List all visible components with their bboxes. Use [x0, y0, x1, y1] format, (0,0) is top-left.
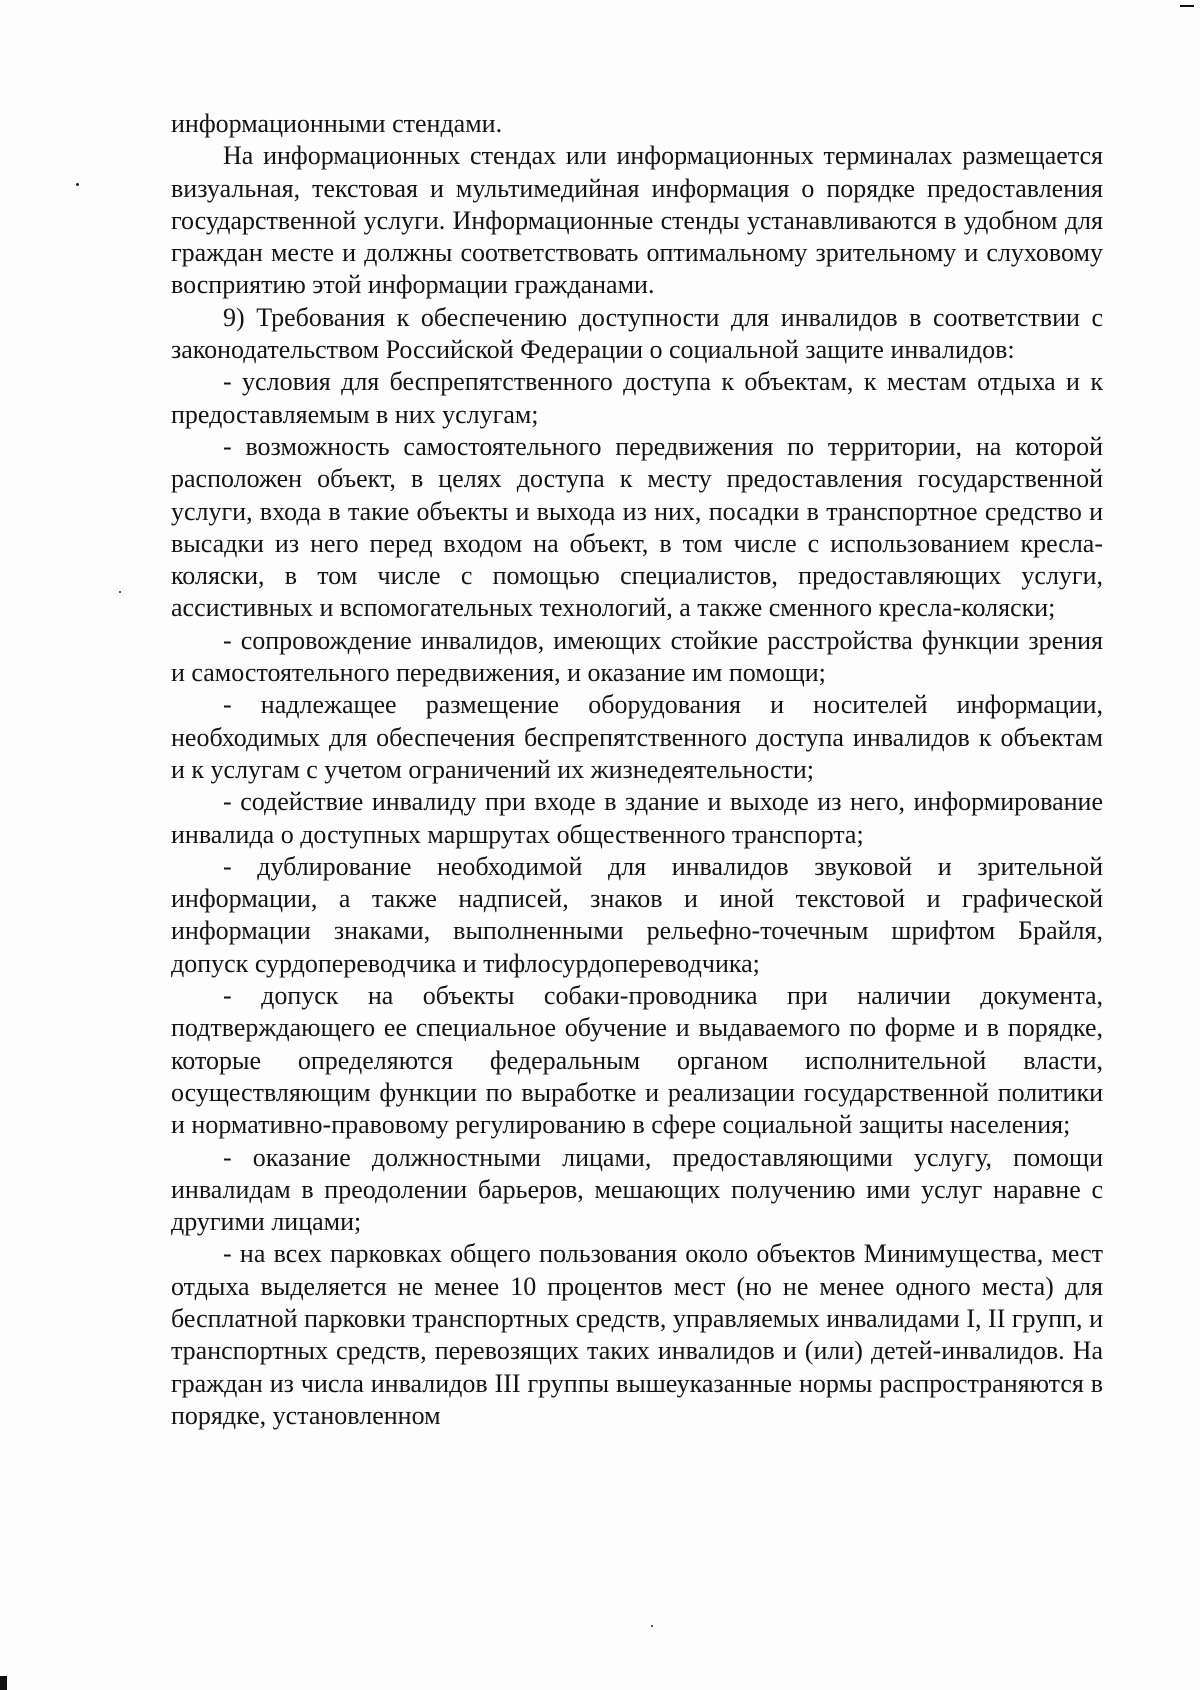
scan-edge-mark — [0, 1676, 7, 1690]
document-body — [171, 108, 1103, 1432]
scan-edge-mark — [1180, 5, 1194, 7]
scan-speck — [651, 1625, 653, 1627]
list-item-duplication: - дублирование необходимой для инвалидов звуковой и зрительной информации, а также надписей, знаков и иной текстовой и графической информации знаками, выполненными рельефно-точечным шрифтом Брайля, допуск сурдопереводчика и тифлосурдопереводчика; — [171, 851, 1103, 978]
list-item-entrance-assistance: - содействие инвалиду при входе в здание и выходе из него, информирование инвалида о доступных маршрутах общественного транспорта; — [171, 787, 1103, 849]
scan-speck — [119, 591, 121, 593]
paragraph-continuation: информационными стендами. — [171, 109, 503, 138]
list-item-official-help: - оказание должностными лицами, предоставляющими услугу, помощи инвалидам в преодолении барьеров, мешающих получению ими услуг наравне с другими лицами; — [171, 1142, 1103, 1237]
list-item-unobstructed-access: - условия для беспрепятственного доступа к объектам, к местам отдыха и к предоставляемым в них услугам; — [171, 367, 1103, 429]
paragraph-accessibility-requirements: 9) Требования к обеспечению доступности для инвалидов в соответствии с законодательством Российской Федерации о социальной защите инвалидов: — [171, 302, 1103, 365]
list-item-parking: - на всех парковках общего пользования около объектов Минимущества, мест отдыха выделяется не менее 10 процентов мест (но не менее одного места) для бесплатной парковки транспортных средств, управляемых инвалидами I, II групп, и транспортных средств, перевозящих таких инвалидов и (или) детей-инвалидов. На граждан из числа инвалидов III группы вышеуказанные нормы распространяются в порядке, установленном — [171, 1239, 1103, 1430]
list-item-escort: - сопровождение инвалидов, имеющих стойкие расстройства функции зрения и самостоятельного передвижения, и оказание им помощи; — [171, 625, 1103, 688]
paragraph-info-stands: На информационных стендах или информационных терминалах размещается визуальная, текстовая и мультимедийная информация о порядке предоставления государственной услуги. Информационные стенды устанавливаются в удобном для граждан месте и должны соответствовать оптимальному зрительному и слуховому восприятию этой информации гражданами. — [171, 141, 1103, 300]
list-item-independent-movement: - возможность самостоятельного передвижения по территории, на которой расположен объект, в целях доступа к месту предоставления государственной услуги, входа в такие объекты и выхода из них, посадки в транспортное средство и высадки из него перед входом на объект, в том числе с использованием кресла-коляски, в том числе с помощью специалистов, предоставляющих услуги, ассистивных и вспомогательных технологий, а также сменного кресла-коляски; — [171, 431, 1103, 623]
scan-speck — [76, 183, 79, 186]
list-item-guide-dog: - допуск на объекты собаки-проводника при наличии документа, подтверждающего ее специальное обучение и выдаваемого по форме и в порядке, которые определяются федеральным органом исполнительной власти, осуществляющим функции по выработке и реализации государственной политики и нормативно-правовому регулированию в сфере социальной защиты населения; — [171, 981, 1103, 1140]
list-item-equipment-placement: - надлежащее размещение оборудования и носителей информации, необходимых для обеспечения беспрепятственного доступа инвалидов к объектам и к услугам с учетом ограничений их жизнедеятельности; — [171, 690, 1103, 784]
